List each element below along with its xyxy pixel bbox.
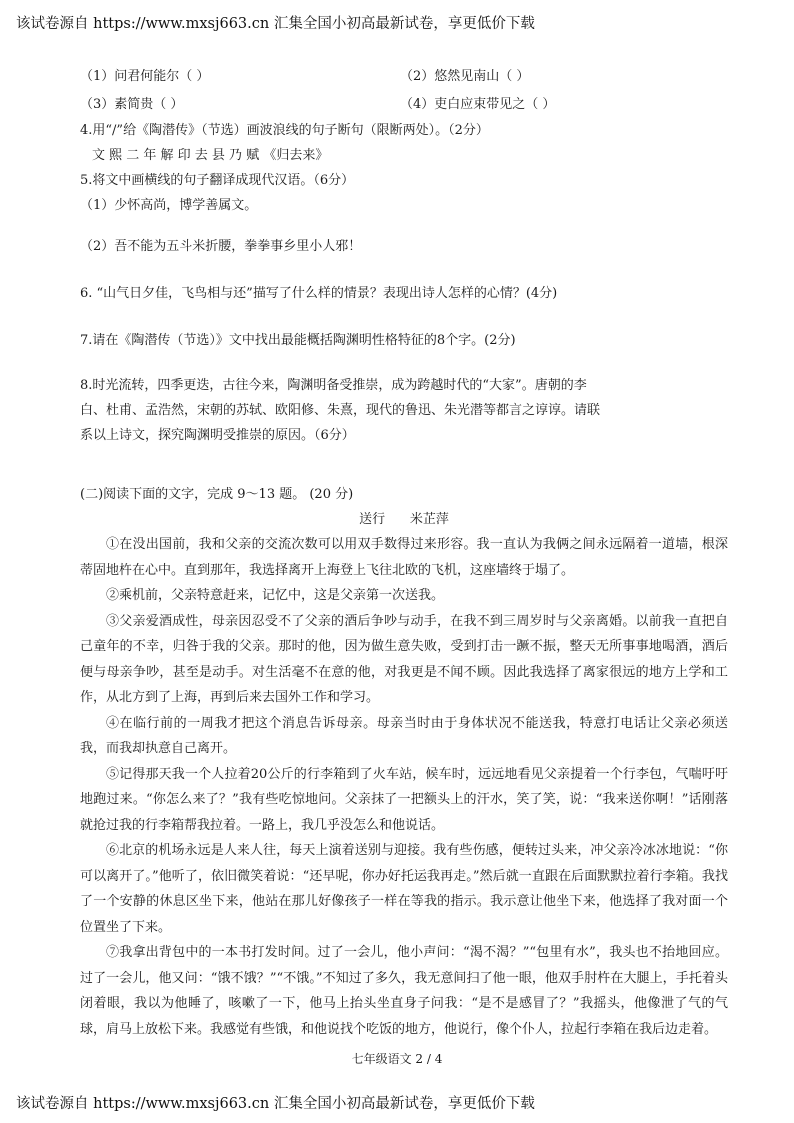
q3-item-3: （3）素简贵（ ） <box>80 96 184 112</box>
passage-paragraph-6: ⑥北京的机场永远是人来人往，每天上演着送别与迎接。我有些伤感，便转过头来，冲父亲冷冰冰地说：“你可以离开了。”他听了，依旧微笑着说：“还早呢，你办好托运我再走。”然后就一直跟在后面默默拉着行李箱。我找了一个安静的休息区坐下来，他站在那儿好像孩子一样在等我的指示。我示意让他坐下来，他选择了我对面一个位置坐了下来。 <box>80 843 728 935</box>
q7-prompt: 7.请在《陶潜传（节选）》文中找出最能概括陶渊明性格特征的8个字。(2分) <box>80 333 516 348</box>
exam-page <box>80 62 728 1042</box>
q3-item-1: （1）问君何能尔（ ） <box>80 68 210 84</box>
q8-line-3: 系以上诗文，探究陶渊明受推崇的原因。（6分） <box>80 428 355 443</box>
q3-row-2 <box>80 90 728 118</box>
q6-prompt: 6. “山气日夕佳，飞鸟相与还”描写了什么样的情景？表现出诗人怎样的心情？(4分) <box>80 286 558 301</box>
q8-line-2: 白、杜甫、孟浩然，宋朝的苏轼、欧阳修、朱熹，现代的鲁迅、朱光潜等都言之谆谆。请联 <box>80 403 601 418</box>
source-banner-top: 该试卷源自 https://www.mxsj663.cn 汇集全国小初高最新试卷，享更低价下载 <box>16 16 535 32</box>
page-footer: 七年级语文 2 / 4 <box>351 1052 443 1066</box>
passage-paragraph-5: ⑤记得那天我一个人拉着20公斤的行李箱到了火车站，候车时，远远地看见父亲提着一个行李包，气喘吁吁地跑过来。“你怎么来了？”我有些吃惊地问。父亲抹了一把额头上的汗水，笑了笑，说：“我来送你啊！”话刚落就抢过我的行李箱帮我拉着。一路上，我几乎没怎么和他说话。 <box>80 766 728 833</box>
passage-paragraph-3: ③父亲爱酒成性，母亲因忍受不了父亲的酒后争吵与动手，在我不到三周岁时与父亲离婚。以前我一直把自己童年的不幸，归咎于我的父亲。那时的他，因为做生意失败，受到打击一蹶不振，整天无所事事地喝酒，酒后便与母亲争吵，甚至是动手。对生活毫不在意的他，对我更是不闻不顾。因此我选择了离家很远的地方上学和工作，从北方到了上海，再到后来去国外工作和学习。 <box>80 613 728 705</box>
source-banner-bottom: 该试卷源自 https://www.mxsj663.cn 汇集全国小初高最新试卷，享更低价下载 <box>16 1096 535 1112</box>
q5-sentence-1: （1）少怀高尚，博学善属文。 <box>80 198 258 213</box>
q4-sentence: 文 熙 二 年 解 印 去 县 乃 赋 《归去来》 <box>92 148 329 163</box>
q3-item-4: （4）吏白应束带见之（ ） <box>400 96 556 112</box>
passage-title: 送行 米芷萍 <box>359 512 449 527</box>
passage-paragraph-7: ⑦我拿出背包中的一本书打发时间。过了一会儿，他小声问：“渴不渴？”“包里有水”，我头也不抬地回应。过了一会儿，他又问：“饿不饿？”“不饿。”不知过了多久，我无意间扫了他一眼，他双手肘杵在大腿上，手托着头闭着眼，我以为他睡了，咳嗽了一下，他马上抬头坐直身子问我：“是不是感冒了？”我摇头，他像泄了气的气球，肩马上放松下来。我感觉有些饿，和他说找个吃饭的地方，他说行，像个仆人，拉起行李箱在我后边走着。 <box>80 945 728 1037</box>
q5-sentence-2: （2）吾不能为五斗米折腰，拳拳事乡里小人邪！ <box>80 239 362 254</box>
q5-prompt: 5.将文中画横线的句子翻译成现代汉语。（6分） <box>80 173 355 188</box>
section2-heading: (二)阅读下面的文字，完成 9～13 题。 (20 分) <box>80 487 354 502</box>
q3-row-1 <box>80 62 728 90</box>
q4-prompt: 4.用“/”给《陶潜传》（节选）画波浪线的句子断句（限断两处）。（2分） <box>80 123 489 138</box>
q3-item-2: （2）悠然见南山（ ） <box>400 68 530 84</box>
passage-paragraph-2: ②乘机前，父亲特意赶来，记忆中，这是父亲第一次送我。 <box>106 588 445 603</box>
q8-line-1: 8.时光流转，四季更迭，古往今来，陶渊明备受推崇，成为跨越时代的“大家”。唐朝的李 <box>80 378 587 393</box>
passage-paragraph-4: ④在临行前的一周我才把这个消息告诉母亲。母亲当时由于身体状况不能送我，特意打电话让父亲必须送我，而我却执意自己离开。 <box>80 715 728 756</box>
q8-block <box>80 373 728 448</box>
passage-paragraph-1: ①在没出国前，我和父亲的交流次数可以用双手数得过来形容。我一直认为我俩之间永远隔着一道墙，根深蒂固地杵在心中。直到那年，我选择离开上海登上飞往北欧的飞机，这座墙终于塌了。 <box>80 537 728 578</box>
